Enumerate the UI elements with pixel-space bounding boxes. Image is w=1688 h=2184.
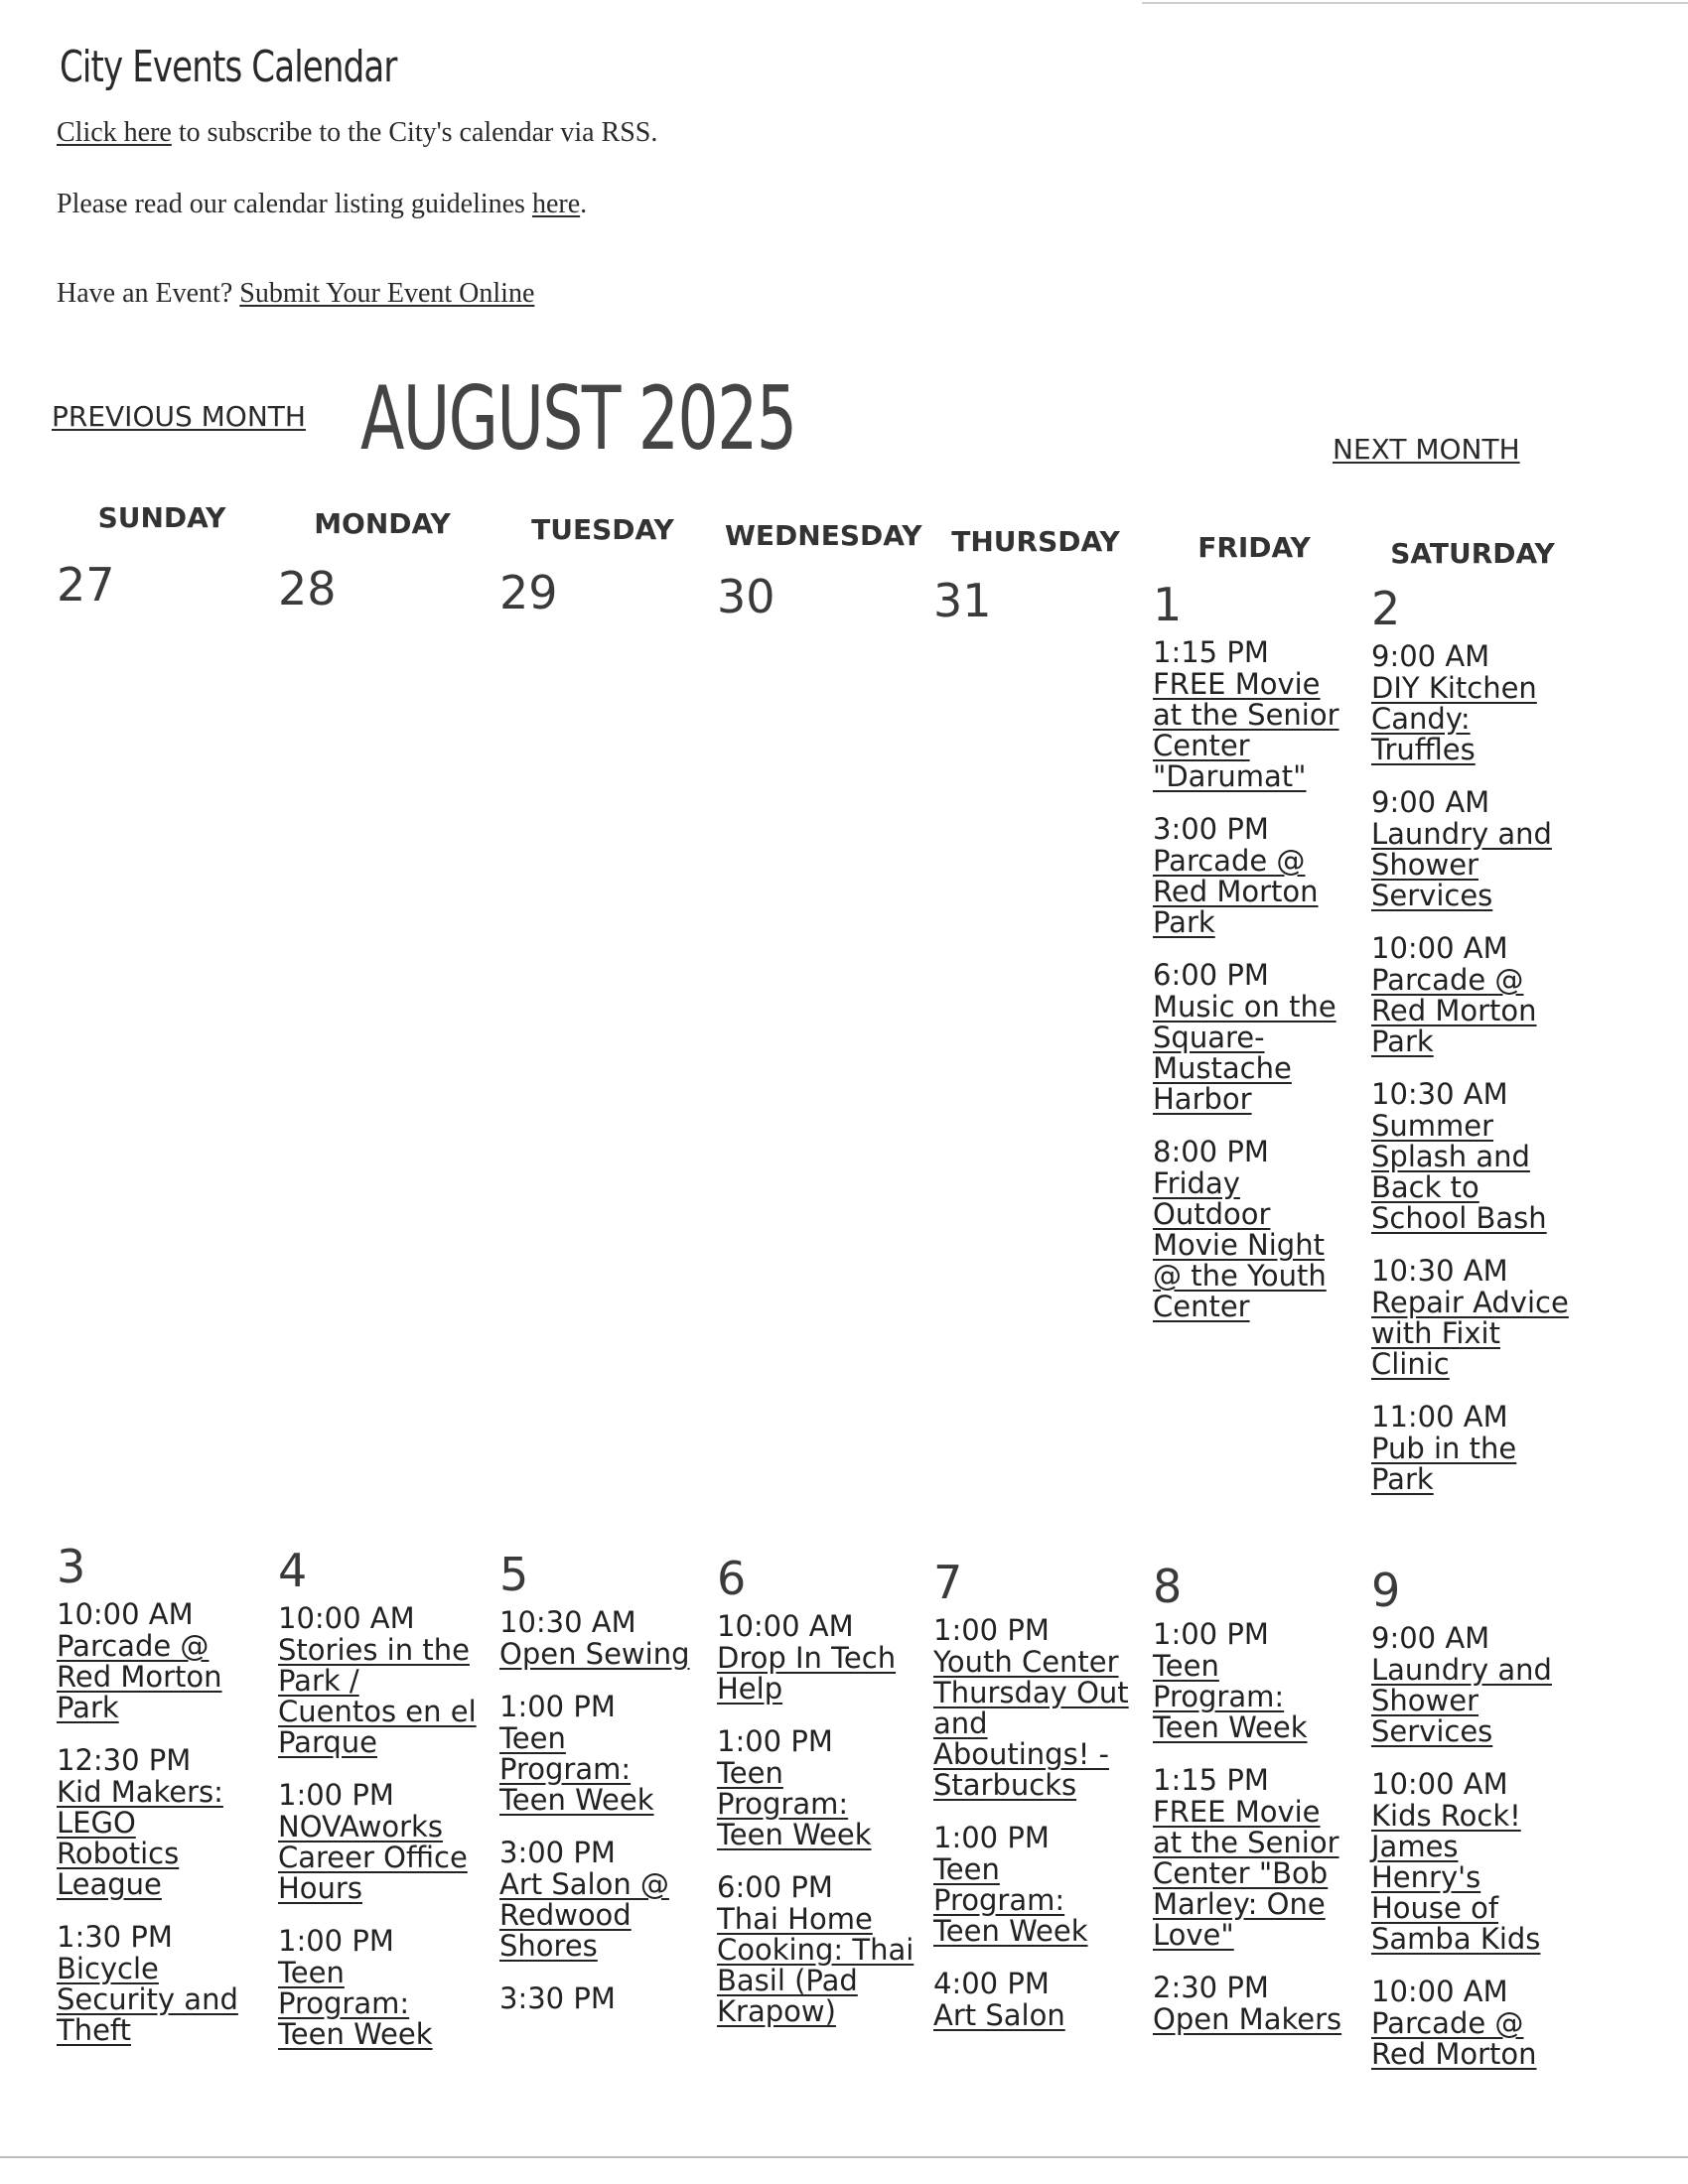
event-time: 11:00 AM — [1371, 1400, 1508, 1433]
bottom-rule — [0, 2156, 1688, 2158]
event-item — [1153, 635, 1351, 792]
event-time: 1:00 PM — [933, 1613, 1050, 1647]
day-number: 8 — [1153, 1560, 1183, 1613]
day-cell-week1-29 — [499, 566, 698, 623]
event-time: 2:30 PM — [1153, 1971, 1269, 2004]
next-month-link[interactable]: NEXT MONTH — [1333, 433, 1520, 466]
event-item — [1153, 1763, 1351, 1951]
event-title-link[interactable]: FREE Movie at the Senior Center "Darumat" — [1153, 667, 1339, 793]
day-cell-week1-30 — [717, 570, 915, 627]
event-time: 1:00 PM — [933, 1821, 1050, 1854]
event-item — [1371, 1767, 1570, 1955]
event-title-link[interactable]: Drop In Tech Help — [717, 1641, 897, 1706]
day-number: 6 — [717, 1552, 747, 1605]
event-time: 1:15 PM — [1153, 1763, 1269, 1797]
event-item — [1371, 785, 1570, 911]
guidelines-line — [57, 189, 587, 220]
day-cell-week2-3 — [57, 1540, 255, 2066]
previous-month-link[interactable]: PREVIOUS MONTH — [52, 400, 306, 433]
event-title-link[interactable]: Teen Program: Teen Week — [278, 1956, 433, 2051]
event-title-link[interactable]: Youth Center Thursday Out and Aboutings! - Starbucks — [933, 1645, 1129, 1802]
event-time: 10:00 AM — [1371, 931, 1508, 965]
day-cell-week1-31 — [933, 574, 1132, 631]
rss-line — [57, 117, 657, 149]
event-item — [57, 1597, 255, 1723]
event-time: 10:00 AM — [278, 1601, 415, 1635]
day-cell-week2-7 — [933, 1556, 1132, 2051]
event-time: 1:00 PM — [278, 1778, 394, 1812]
event-item — [278, 1924, 477, 2050]
event-time: 1:00 PM — [278, 1924, 394, 1958]
event-time: 9:00 AM — [1371, 1621, 1490, 1655]
event-title-link[interactable]: Art Salon @ Redwood Shores — [499, 1867, 669, 1963]
event-item — [1153, 958, 1351, 1115]
event-item — [1371, 1254, 1570, 1380]
weekday-wednesday: WEDNESDAY — [725, 519, 922, 552]
event-item — [499, 1836, 698, 1962]
event-title-link[interactable]: Bicycle Security and Theft — [57, 1952, 238, 2047]
event-title-link[interactable]: Thai Home Cooking: Thai Basil (Pad Krapow) — [717, 1902, 914, 2028]
event-title-link[interactable]: Friday Outdoor Movie Night @ the Youth Center — [1153, 1166, 1327, 1323]
submit-event-link[interactable]: Submit Your Event Online — [239, 278, 535, 309]
event-title-link[interactable]: Open Sewing — [499, 1637, 690, 1671]
day-cell-week1-28 — [278, 562, 477, 619]
event-item — [499, 1690, 698, 1816]
day-cell-week2-8 — [1153, 1560, 1351, 2055]
event-title-link[interactable]: Teen Program: Teen Week — [933, 1852, 1088, 1948]
day-cell-week2-4 — [278, 1544, 477, 2070]
day-number: 1 — [1153, 578, 1183, 631]
event-item — [1371, 931, 1570, 1057]
event-title-link[interactable]: Kid Makers: LEGO Robotics League — [57, 1775, 223, 1901]
event-item — [933, 1821, 1132, 1947]
event-title-link[interactable]: Music on the Square-Mustache Harbor — [1153, 990, 1336, 1116]
event-time: 10:30 AM — [1371, 1254, 1508, 1288]
event-title-link[interactable]: Parcade @ Red Morton Park — [57, 1629, 222, 1724]
event-title-link[interactable]: FREE Movie at the Senior Center "Bob Marley: One Love" — [1153, 1795, 1339, 1952]
day-number: 4 — [278, 1544, 308, 1597]
event-item — [717, 1609, 915, 1705]
month-title: AUGUST 2025 — [360, 367, 796, 470]
day-number: 2 — [1371, 582, 1401, 635]
event-time: 10:00 AM — [1371, 1975, 1508, 2008]
day-number: 27 — [57, 558, 115, 612]
event-item — [278, 1601, 477, 1758]
day-number: 31 — [933, 574, 992, 627]
event-item — [1371, 1975, 1570, 2070]
guidelines-end: . — [580, 189, 588, 219]
rss-subscribe-link[interactable]: Click here — [57, 117, 172, 148]
weekday-thursday: THURSDAY — [951, 525, 1120, 558]
day-cell-week1-27 — [57, 558, 255, 615]
day-cell-week2-6 — [717, 1552, 915, 2047]
day-number: 29 — [499, 566, 558, 619]
event-time: 1:15 PM — [1153, 635, 1269, 669]
event-title-link[interactable]: Stories in the Park / Cuentos en el Parque — [278, 1633, 477, 1759]
event-title-link[interactable]: Kids Rock! James Henry's House of Samba Kids — [1371, 1799, 1541, 1956]
day-number: 9 — [1371, 1564, 1401, 1617]
event-title-link[interactable]: Parcade @ Red Morton — [1371, 2006, 1537, 2071]
event-time: 9:00 AM — [1371, 785, 1490, 819]
event-title-link[interactable]: Laundry and Shower Services — [1371, 817, 1552, 912]
day-number: 30 — [717, 570, 775, 623]
day-number: 28 — [278, 562, 337, 615]
event-item — [717, 1724, 915, 1850]
event-time: 10:30 AM — [499, 1605, 636, 1639]
event-title-link[interactable]: Parcade @ Red Morton Park — [1153, 844, 1319, 939]
day-cell-week1-1 — [1153, 578, 1351, 1342]
day-number: 3 — [57, 1540, 86, 1593]
event-time: 10:00 AM — [57, 1597, 194, 1631]
event-title-link[interactable]: Repair Advice with Fixit Clinic — [1371, 1286, 1569, 1381]
event-title-link[interactable]: DIY Kitchen Candy: Truffles — [1371, 671, 1537, 766]
event-time: 8:00 PM — [1153, 1135, 1269, 1168]
event-time: 3:00 PM — [1153, 812, 1269, 846]
event-item — [1371, 1077, 1570, 1234]
day-number: 5 — [499, 1548, 529, 1601]
weekday-monday: MONDAY — [314, 507, 451, 540]
submit-line — [57, 278, 534, 310]
event-title-link[interactable]: NOVAworks Career Office Hours — [278, 1810, 468, 1905]
event-item — [499, 1981, 698, 2015]
event-title-link[interactable]: Summer Splash and Back to School Bash — [1371, 1109, 1547, 1235]
event-item — [278, 1778, 477, 1904]
day-cell-week1-2 — [1371, 582, 1570, 1515]
day-cell-week2-9 — [1371, 1564, 1570, 2090]
event-item — [57, 1743, 255, 1900]
event-time: 1:30 PM — [57, 1920, 173, 1954]
event-item — [1153, 1971, 1351, 2035]
event-time: 10:30 AM — [1371, 1077, 1508, 1111]
weekday-friday: FRIDAY — [1197, 531, 1311, 564]
event-item — [1371, 639, 1570, 765]
event-item — [1153, 1135, 1351, 1322]
guidelines-text: Please read our calendar listing guidelines — [57, 189, 532, 219]
event-item — [1371, 1621, 1570, 1747]
event-title-link[interactable]: Teen Program: Teen Week — [717, 1756, 872, 1851]
event-title-link[interactable]: Teen Program: Teen Week — [1153, 1649, 1308, 1744]
event-item — [57, 1920, 255, 2046]
event-title-link[interactable]: Pub in the Park — [1371, 1432, 1517, 1496]
event-time: 12:30 PM — [57, 1743, 192, 1777]
event-time: 1:00 PM — [1153, 1617, 1269, 1651]
event-item — [717, 1870, 915, 2027]
guidelines-link[interactable]: here — [531, 189, 581, 219]
rss-text: to subscribe to the City's calendar via RSS. — [171, 117, 658, 148]
top-rule — [1142, 2, 1688, 4]
event-title-link[interactable]: Open Makers — [1153, 2002, 1342, 2036]
weekday-tuesday: TUESDAY — [531, 513, 674, 546]
event-text: Have an Event? — [57, 278, 240, 309]
event-item — [1153, 812, 1351, 938]
event-time: 1:00 PM — [717, 1724, 833, 1758]
event-time: 6:00 PM — [717, 1870, 833, 1904]
event-item — [1371, 1400, 1570, 1495]
event-title-link[interactable]: Art Salon — [933, 1998, 1065, 2032]
event-item — [499, 1605, 698, 1670]
page-title: City Events Calendar — [60, 42, 397, 92]
event-time: 10:00 AM — [1371, 1767, 1508, 1801]
event-title-link[interactable]: Teen Program: Teen Week — [499, 1721, 654, 1817]
event-time: 6:00 PM — [1153, 958, 1269, 992]
event-time: 10:00 AM — [717, 1609, 854, 1643]
event-title-link[interactable]: Laundry and Shower Services — [1371, 1653, 1552, 1748]
day-cell-week2-5 — [499, 1548, 698, 2035]
event-time: 4:00 PM — [933, 1967, 1050, 2000]
event-item — [1153, 1617, 1351, 1743]
weekday-sunday: SUNDAY — [97, 501, 226, 534]
event-item — [933, 1613, 1132, 1801]
event-time: 1:00 PM — [499, 1690, 616, 1723]
event-time: 3:00 PM — [499, 1836, 616, 1869]
event-item — [933, 1967, 1132, 2031]
event-time: 3:30 PM — [499, 1981, 616, 2015]
weekday-saturday: SATURDAY — [1390, 537, 1555, 570]
day-number: 7 — [933, 1556, 963, 1609]
event-title-link[interactable]: Parcade @ Red Morton Park — [1371, 963, 1537, 1058]
event-time: 9:00 AM — [1371, 639, 1490, 673]
